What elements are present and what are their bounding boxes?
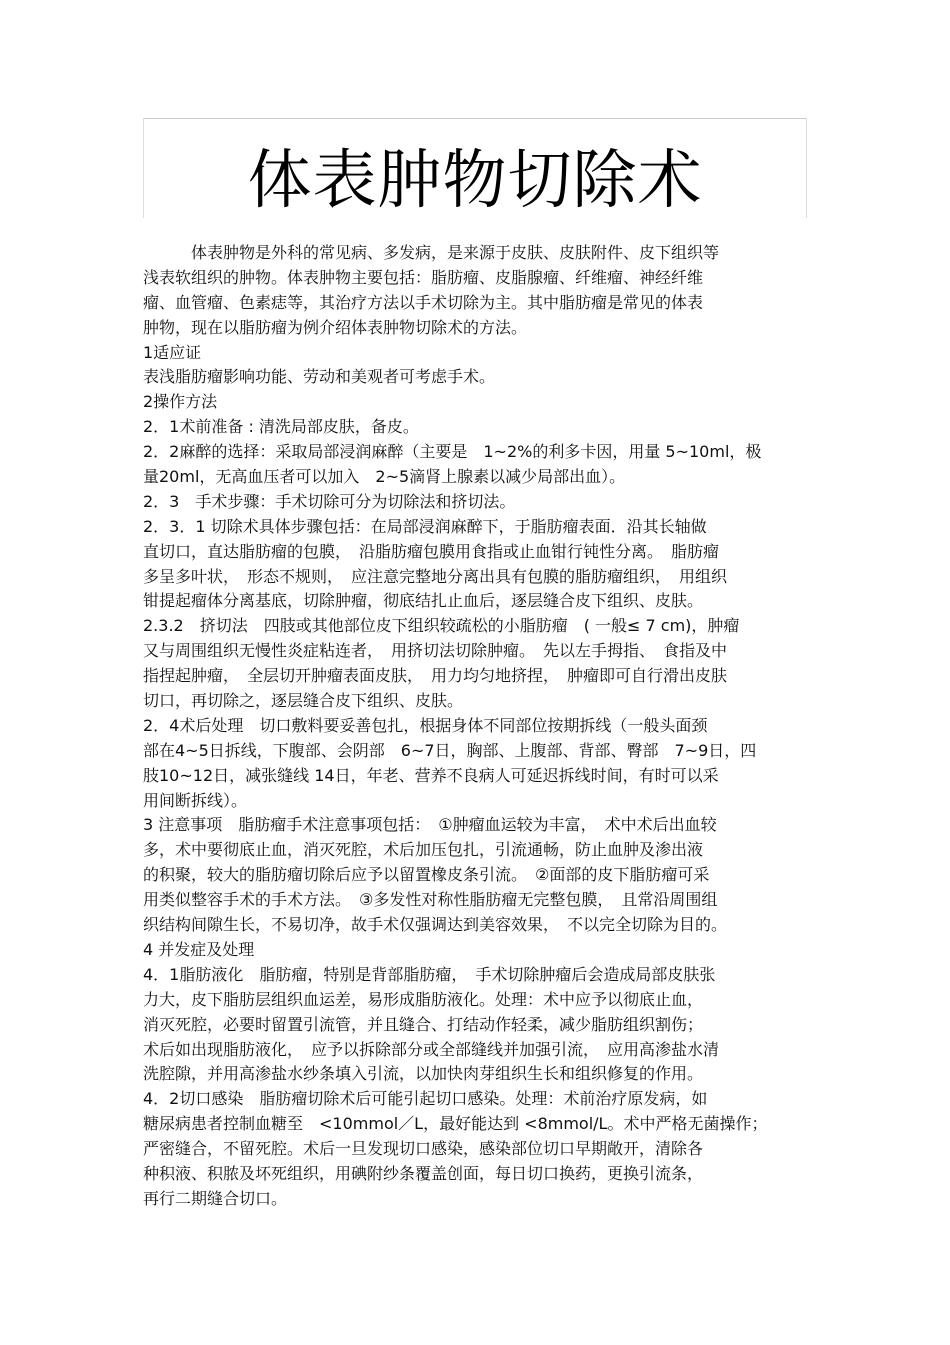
document-body	[143, 241, 811, 1212]
text-line: 直切口，直达脂肪瘤的包膜， 沿脂肪瘤包膜用食指或止血钳行钝性分离。 脂肪瘤	[143, 541, 720, 561]
text-line: 又与周围组织无慢性炎症粘连者， 用挤切法切除肿瘤。 先以左手拇指、 食指及中	[143, 641, 728, 661]
text-line: 2．4术后处理 切口敷料要妥善包扎，根据身体不同部位按期拆线（一般头面颈	[143, 715, 708, 735]
text-line: 术后如出现脂肪液化， 应予以拆除部分或全部缝线并加强引流， 应用高渗盐水清	[143, 1039, 720, 1059]
text-line: 1适应证	[143, 342, 202, 362]
text-line: 部在4~5日拆线，下腹部、会阴部 6~7日，胸部、上腹部、背部、臀部 7~9日，四	[143, 740, 757, 760]
text-line: 钳提起瘤体分离基底，切除肿瘤，彻底结扎止血后，逐层缝合皮下组织、皮肤。	[143, 591, 704, 611]
text-line: 表浅脂肪瘤影响功能、劳动和美观者可考虑手术。	[143, 367, 496, 387]
text-line: 肿物，现在以脂肪瘤为例介绍体表肿物切除术的方法。	[143, 317, 528, 337]
text-line: 体表肿物是外科的常见病、多发病，是来源于皮肤、皮肤附件、皮下组织等	[143, 243, 720, 262]
text-line: 种积液、积脓及坏死组织，用碘附纱条覆盖创面，每日切口换药，更换引流条，	[143, 1163, 704, 1183]
text-line: 3 注意事项 脂肪瘤手术注意事项包括： ①肿瘤血运较为丰富， 术中术后出血较	[143, 815, 717, 835]
page-title: 体表肿物切除术	[247, 144, 703, 218]
text-line: 多呈多叶状， 形态不规则， 应注意完整地分离出具有包膜的脂肪瘤组织， 用组织	[143, 566, 728, 586]
text-line: 洗腔隙，并用高渗盐水纱条填入引流，以加快肉芽组织生长和组织修复的作用。	[143, 1064, 704, 1084]
text-line: 糖尿病患者控制血糖至 <10mmol／L，最好能达到 <8mmol/L。术中严格无菌操作；	[143, 1114, 768, 1134]
text-line: 切口，再切除之，逐层缝合皮下组织、皮肤。	[143, 691, 464, 711]
text-line: 用间断拆线）。	[143, 790, 248, 810]
text-line: 浅表软组织的肿物。体表肿物主要包括：脂肪瘤、皮脂腺瘤、纤维瘤、神经纤维	[143, 267, 704, 287]
text-line: 2．3．1 切除术具体步骤包括：在局部浸润麻醉下，于脂肪瘤表面．沿其长轴做	[143, 516, 707, 536]
text-line: 用类似整容手术的手术方法。 ③多发性对称性脂肪瘤无完整包膜， 且常沿周围组	[143, 890, 718, 910]
title-frame	[143, 118, 807, 218]
text-line: 2．3 手术步骤：手术切除可分为切除法和挤切法。	[143, 491, 516, 511]
text-line: 2操作方法	[143, 392, 218, 412]
text-line: 4 并发症及处理	[143, 939, 255, 959]
text-line: 2.3.2 挤切法 四肢或其他部位皮下组织较疏松的小脂肪瘤 ( 一般≤ 7 cm)，肿瘤	[143, 616, 740, 636]
text-line: 多，术中要彻底止血，消灭死腔，术后加压包扎，引流通畅，防止血肿及渗出液	[143, 840, 704, 860]
text-line: 瘤、血管瘤、色素痣等，其治疗方法以手术切除为主。其中脂肪瘤是常见的体表	[143, 292, 704, 312]
text-line: 织结构间隙生长，不易切净，故手术仅强调达到美容效果， 不以完全切除为目的。	[143, 915, 728, 935]
text-line: 的积聚，较大的脂肪瘤切除后应予以留置橡皮条引流。 ②面部的皮下脂肪瘤可采	[143, 865, 710, 885]
text-line: 指捏起肿瘤， 全层切开肿瘤表面皮肤， 用力均匀地挤捏， 肿瘤即可自行滑出皮肤	[143, 666, 728, 686]
text-line: 再行二期缝合切口。	[143, 1188, 288, 1208]
text-line: 严密缝合，不留死腔。术后一旦发现切口感染，感染部位切口早期敞开，清除各	[143, 1139, 704, 1159]
text-line: 2．2麻醉的选择：采取局部浸润麻醉（主要是 1~2%的利多卡因，用量 5~10ml，极	[143, 442, 762, 462]
text-line: 2．1术前准备 : 清洗局部皮肤，备皮。	[143, 417, 419, 437]
text-line: 4．2切口感染 脂肪瘤切除术后可能引起切口感染。处理：术前治疗原发病，如	[143, 1089, 708, 1109]
text-line: 4．1脂肪液化 脂肪瘤，特别是背部脂肪瘤， 手术切除肿瘤后会造成局部皮肤张	[143, 964, 716, 984]
text-line: 消灭死腔，必要时留置引流管，并且缝合、打结动作轻柔，减少脂肪组织割伤；	[143, 1014, 704, 1034]
text-line: 量20ml，无高血压者可以加入 2~5滴肾上腺素以减少局部出血）。	[143, 467, 626, 487]
text-line: 力大，皮下脂肪层组织血运差，易形成脂肪液化。处理：术中应予以彻底止血，	[143, 989, 704, 1009]
text-line: 肢10~12日，减张缝线 14日，年老、营养不良病人可延迟拆线时间，有时可以采	[143, 765, 719, 785]
